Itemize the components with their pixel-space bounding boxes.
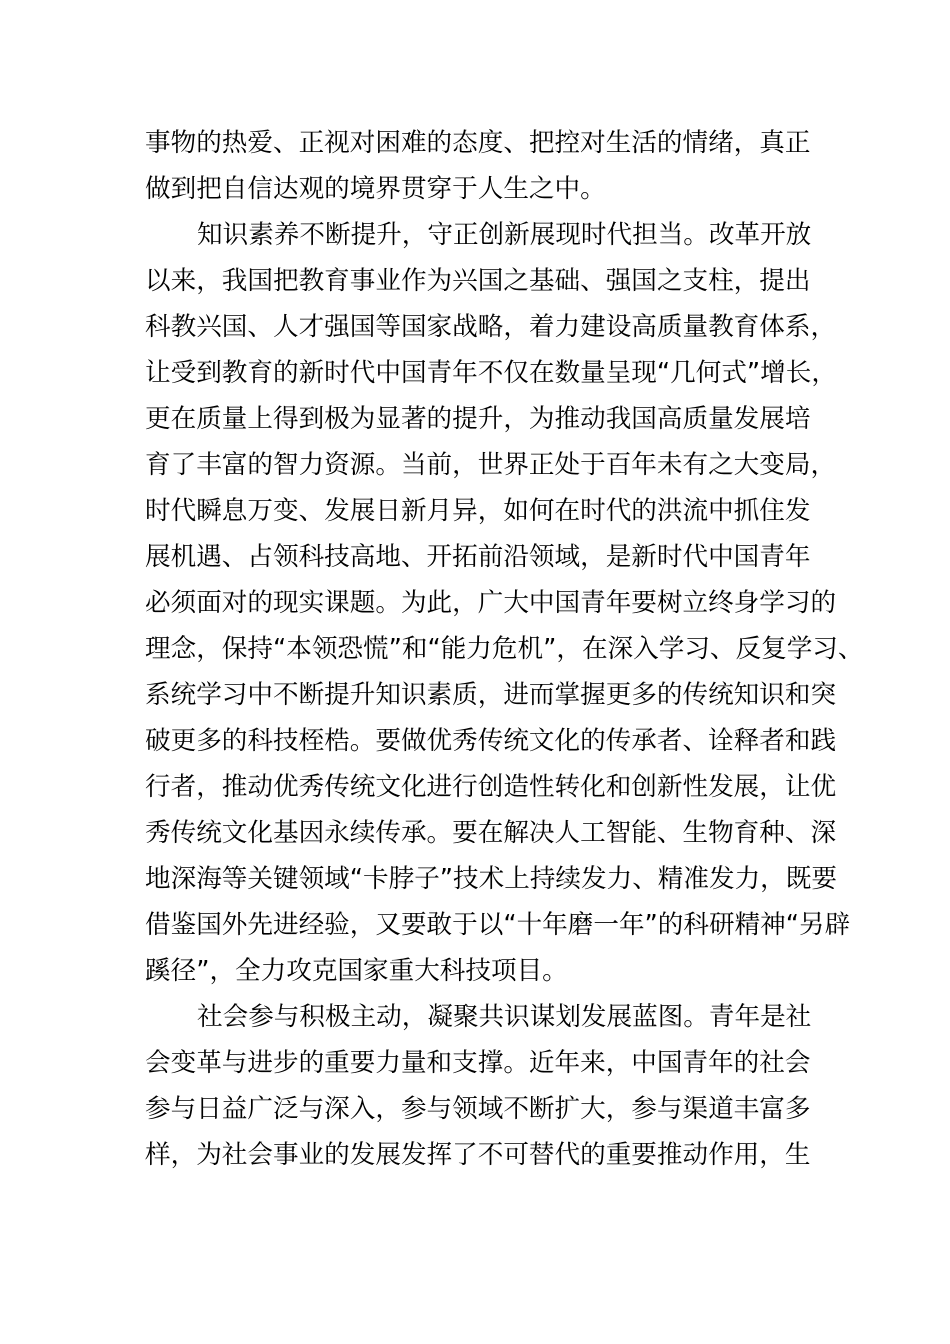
text-line: 知识素养不断提升，守正创新展现时代担当。改革开放 <box>197 220 812 250</box>
paragraph-3 <box>145 994 825 1178</box>
text-line: 必须面对的现实课题。为此，广大中国青年要树立终身学习的 <box>145 588 837 618</box>
text-line: 行者，推动优秀传统文化进行创造性转化和创新性发展，让优 <box>145 772 837 802</box>
paragraph-1 <box>145 120 825 212</box>
text-line: 更在质量上得到极为显著的提升，为推动我国高质量发展培 <box>145 404 811 434</box>
text-line: 借鉴国外先进经验，又要敢于以“十年磨一年”的科研精神“另辟 <box>145 910 851 940</box>
document-body <box>145 120 864 1178</box>
text-line: 系统学习中不断提升知识素质，进而掌握更多的传统知识和突 <box>145 680 837 710</box>
text-line: 科教兴国、人才强国等国家战略，着力建设高质量教育体系， <box>145 312 837 342</box>
text-line: 育了丰富的智力资源。当前，世界正处于百年未有之大变局， <box>145 450 837 480</box>
text-line: 让受到教育的新时代中国青年不仅在数量呈现“几何式”增长， <box>145 358 837 388</box>
text-line: 秀传统文化基因永续传承。要在解决人工智能、生物育种、深 <box>145 818 837 848</box>
text-line: 时代瞬息万变、发展日新月异，如何在时代的洪流中抓住发 <box>145 496 811 526</box>
text-line: 以来，我国把教育事业作为兴国之基础、强国之支柱，提出 <box>145 266 811 296</box>
text-line: 事物的热爱、正视对困难的态度、把控对生活的情绪，真正 <box>145 128 811 158</box>
paragraph-2 <box>145 212 864 994</box>
text-line: 会变革与进步的重要力量和支撑。近年来，中国青年的社会 <box>145 1048 811 1078</box>
text-line: 理念，保持“本领恐慌”和“能力危机”，在深入学习、反复学习、 <box>145 634 864 664</box>
text-line: 展机遇、占领科技高地、开拓前沿领域，是新时代中国青年 <box>145 542 811 572</box>
text-line: 样，为社会事业的发展发挥了不可替代的重要推动作用，生 <box>145 1140 811 1170</box>
text-line: 蹊径”，全力攻克国家重大科技项目。 <box>145 956 568 986</box>
text-line: 破更多的科技桎梏。要做优秀传统文化的传承者、诠释者和践 <box>145 726 837 756</box>
text-line: 参与日益广泛与深入，参与领域不断扩大，参与渠道丰富多 <box>145 1094 811 1124</box>
text-line: 社会参与积极主动，凝聚共识谋划发展蓝图。青年是社 <box>197 1002 812 1032</box>
text-line: 地深海等关键领域“卡脖子”技术上持续发力、精准发力，既要 <box>145 864 837 894</box>
text-line: 做到把自信达观的境界贯穿于人生之中。 <box>145 174 606 204</box>
